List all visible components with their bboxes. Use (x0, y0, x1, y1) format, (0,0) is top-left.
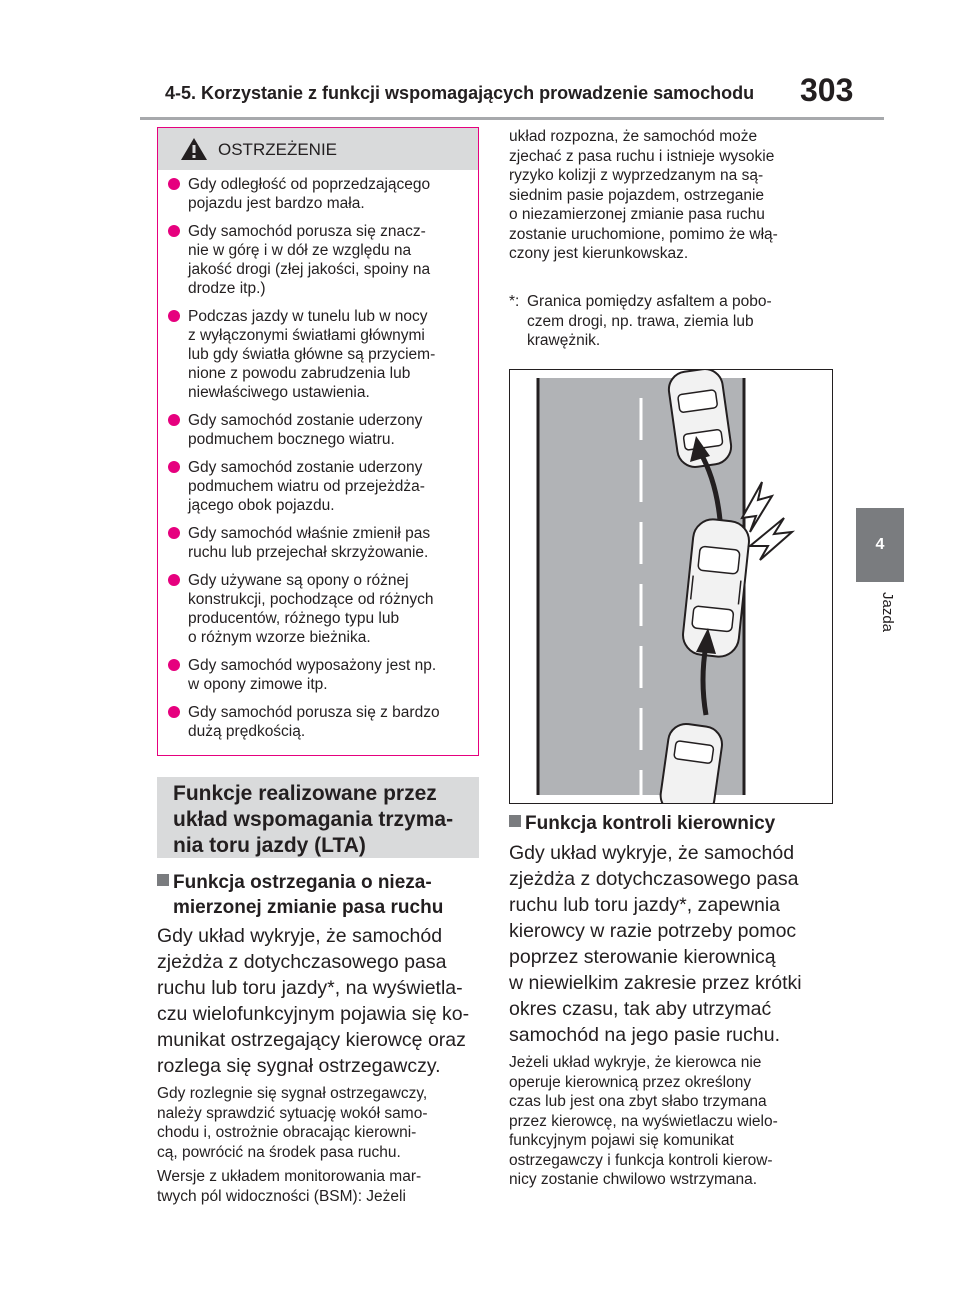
bullet-icon (168, 225, 180, 237)
lane-departure-note: Gdy rozlegnie się sygnał ostrzegawczy, należy sprawdzić sytuację wokół samo- chodu i, ostrożnie obracając kierowni- cą, powrócić na środek pasa ruchu. (157, 1085, 428, 1161)
footnote-marker: *: (509, 293, 520, 310)
square-bullet-icon (157, 874, 169, 886)
warning-title: OSTRZEŻENIE (218, 140, 338, 159)
section-heading (157, 777, 479, 858)
road-illustration (510, 370, 832, 803)
warning-item: Gdy używane są opony o różnej konstrukcji, pochodzące od różnych producentów, różnego typu lub o różnym wzorze bieżnika. (168, 571, 474, 647)
bullet-icon (168, 310, 180, 322)
bsm-note: Wersje z układem monitorowania mar- twych pól widoczności (BSM): Jeżeli (157, 1168, 422, 1205)
steering-control-note: Jeżeli układ wykryje, że kierowca nie operuje kierownicą przez określony czas lub jest ona zbyt słabo trzymana przez kierowcę, na wyświetlaczu wielo- funkcyjnym pojawi się komunikat ostrzegawczy i funkcja kontroli kierow- nicy zostanie chwilowo wstrzymana. (509, 1054, 778, 1188)
warning-item: Gdy samochód zostanie uderzony podmuchem bocznego wiatru. (168, 411, 474, 449)
alert-zigzag-icon (742, 482, 772, 532)
bullet-icon (168, 659, 180, 671)
steering-control-body: Gdy układ wykryje, że samochód zjeżdża z dotychczasowego pasa ruchu lub toru jazdy*, zapewnia kierowcy w razie potrzeby pomoc poprzez sterowanie kierownicą w niewielkim zakresie przez krótki okres czasu, tak aby utrzymać samochód na jego pasie ruchu. (509, 842, 802, 1046)
square-bullet-icon (509, 815, 521, 827)
bullet-icon (168, 461, 180, 473)
bsm-note-continued: układ rozpozna, że samochód może zjechać z pasa ruchu i istnieje wysokie ryzyko kolizji z wyprzedzanym na są- siednim pasie pojazdem, ostrzeganie o niezamierzonej zmianie pasa ruchu zostanie uruchomione, pomimo że włą- czony jest kierunkowskaz. (509, 128, 778, 262)
warning-header (158, 128, 478, 170)
warning-icon (180, 137, 208, 161)
bullet-icon (168, 414, 180, 426)
bullet-icon (168, 574, 180, 586)
warning-item: Gdy samochód zostanie uderzony podmuchem wiatru od przejeżdża- jącego obok pojazdu. (168, 458, 474, 515)
alert-zigzag-icon (750, 518, 792, 560)
bullet-icon (168, 178, 180, 190)
lane-departure-body: Gdy układ wykryje, że samochód zjeżdża z dotychczasowego pasa ruchu lub toru jazdy*, na wyświetla- czu wielofunkcyjnym pojawia się ko- munikat ostrzegający kierowcę oraz rozlega się sygnał ostrzegawczy. (157, 925, 470, 1077)
subheading-steering-control: Funkcja kontroli kierownicy (509, 811, 775, 836)
warning-item: Gdy samochód porusza się znacz- nie w górę i w dół ze względu na jakość drogi (złej jakości, spoiny na drodze itp.) (168, 222, 474, 298)
subheading-lane-departure-alert: Funkcja ostrzegania o nieza- mierzonej zmianie pasa ruchu (157, 870, 443, 920)
lane-departure-diagram (509, 369, 833, 804)
section-title-line: nia toru jazdy (LTA) (173, 834, 366, 857)
warning-item: Gdy samochód porusza się z bardzo dużą prędkością. (168, 703, 474, 741)
page-number: 303 (800, 72, 854, 108)
warning-box (157, 127, 479, 756)
footnote: *: Granica pomiędzy asfaltem a pobo- czem drogi, np. trawa, ziemia lub krawężnik. (509, 293, 772, 349)
chapter-label: Jazda (879, 592, 896, 633)
warning-item: Podczas jazdy w tunelu lub w nocy z wyłączonymi światłami głównymi lub gdy światła główne są przyciem- nione z powodu zabrudzenia lub niewłaściwego ustawienia. (168, 307, 474, 402)
section-title-line: układ wspomagania trzyma- (173, 808, 454, 831)
warning-item: Gdy odległość od poprzedzającego pojazdu jest bardzo mała. (168, 175, 474, 213)
warning-list (168, 175, 474, 750)
warning-item: Gdy samochód właśnie zmienił pas ruchu lub przejechał skrzyżowanie. (168, 524, 474, 562)
header-divider (140, 117, 884, 120)
warning-item: Gdy samochód wyposażony jest np. w opony zimowe itp. (168, 656, 474, 694)
chapter-tab[interactable]: 4 (856, 508, 904, 582)
bullet-icon (168, 527, 180, 539)
header-title: 4-5. Korzystanie z funkcji wspomagających prowadzenie samochodu (165, 83, 755, 103)
bullet-icon (168, 706, 180, 718)
section-title-line: Funkcje realizowane przez (173, 782, 437, 805)
